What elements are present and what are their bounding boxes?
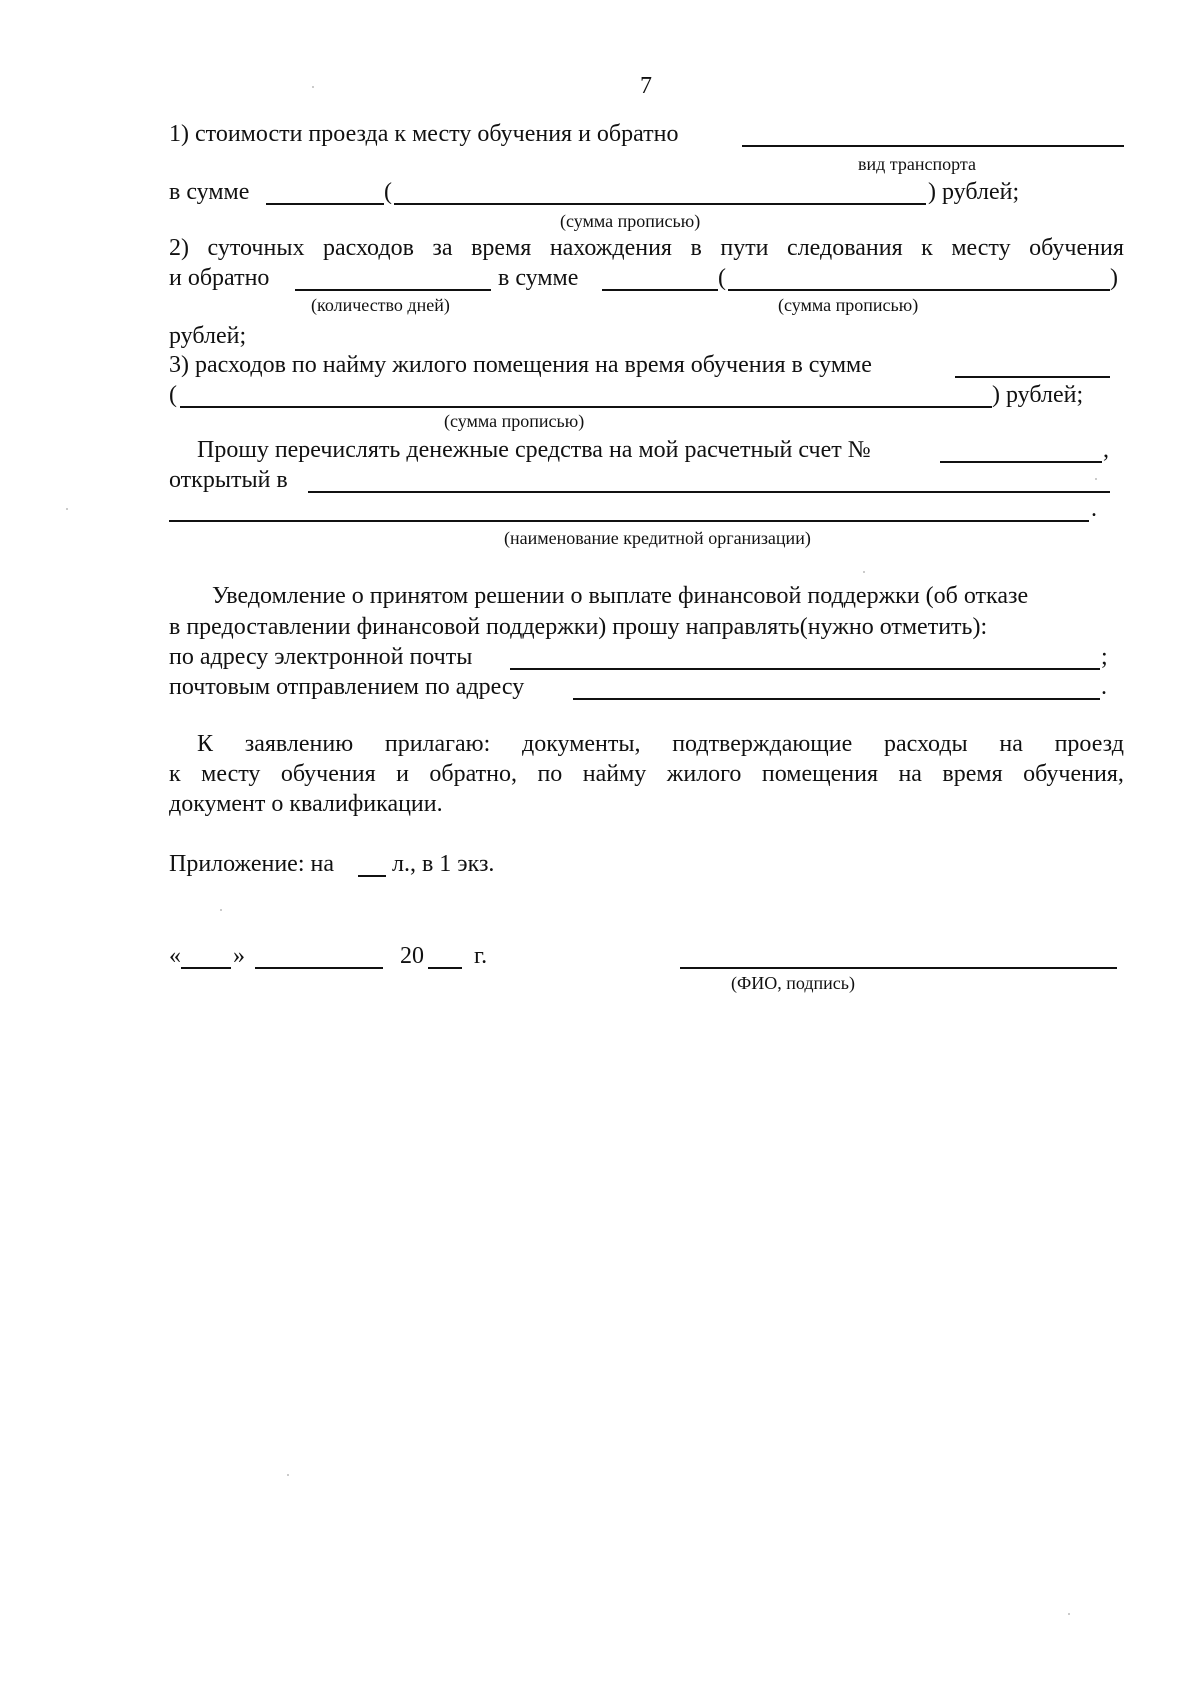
item1-rub-suffix: ) рублей; [928, 179, 1020, 205]
days-count-field[interactable] [295, 289, 491, 291]
item2-line1: 2) суточных расходов за время нахождения в пути следования к месту обучения [169, 235, 1124, 261]
month-field[interactable] [255, 967, 383, 969]
email-label: по адресу электронной почты [169, 644, 473, 670]
account-comma: , [1103, 437, 1109, 463]
attachments-line2: к месту обучения и обратно, по найму жилого помещения на время обучения, [169, 761, 1124, 787]
caption-sum-words-2: (сумма прописью) [778, 295, 919, 315]
bank-period: . [1091, 496, 1097, 522]
appendix-prefix: Приложение: на [169, 851, 334, 877]
attachments-line1: К заявлению прилагаю: документы, подтверждающие расходы на проезд [197, 731, 1124, 757]
scan-speck [863, 571, 865, 573]
item3-sum-words-field[interactable] [180, 406, 992, 408]
notice-line1: Уведомление о принятом решении о выплате финансовой поддержки (об отказе [212, 583, 1029, 609]
postal-address-field[interactable] [573, 698, 1100, 700]
bank-name-field-line2[interactable] [169, 520, 1089, 522]
scan-speck [312, 86, 314, 88]
appendix-suffix: л., в 1 экз. [392, 851, 495, 877]
year-suffix: г. [474, 943, 488, 969]
appendix-pages-field[interactable] [358, 875, 386, 877]
item3-sum-field[interactable] [955, 376, 1110, 378]
postal-label: почтовым отправлением по адресу [169, 674, 525, 700]
email-field[interactable] [510, 668, 1100, 670]
item3-text: 3) расходов по найму жилого помещения на время обучения в сумме [169, 352, 872, 378]
item1-text: 1) стоимости проезда к месту обучения и обратно [169, 121, 679, 147]
opened-in-label: открытый в [169, 467, 288, 493]
quote-open: « [169, 943, 181, 969]
email-end: ; [1101, 644, 1108, 670]
scan-speck [220, 909, 222, 911]
account-number-field[interactable] [940, 461, 1102, 463]
item1-paren-open: ( [384, 179, 392, 205]
item1-sum-words-field[interactable] [394, 203, 926, 205]
notice-line2: в предоставлении финансовой поддержки) прошу направлять(нужно отметить): [169, 614, 988, 640]
item3-paren-open: ( [169, 382, 177, 408]
item3-rub-suffix: ) рублей; [992, 382, 1084, 408]
item2-rubles: рублей; [169, 323, 247, 349]
caption-bank-name: (наименование кредитной организации) [504, 528, 811, 548]
item2-paren-close: ) [1110, 265, 1118, 291]
caption-sum-words-3: (сумма прописью) [444, 411, 585, 431]
item2-sum-label: в сумме [498, 265, 579, 291]
transport-type-field[interactable] [742, 145, 1124, 147]
bank-name-field[interactable] [308, 491, 1110, 493]
year-field[interactable] [428, 967, 462, 969]
scan-speck [287, 1474, 289, 1476]
signature-field[interactable] [680, 967, 1117, 969]
year-prefix: 20 [400, 943, 424, 969]
postal-end: . [1101, 674, 1107, 700]
scan-speck [1095, 478, 1097, 480]
quote-close: » [233, 943, 245, 969]
day-field[interactable] [181, 967, 231, 969]
caption-sum-words-1: (сумма прописью) [560, 211, 701, 231]
item2-paren-open: ( [718, 265, 726, 291]
account-request-text: Прошу перечислять денежные средства на мой расчетный счет № [197, 437, 871, 463]
item2-sum-words-field[interactable] [728, 289, 1110, 291]
item1-sum-field[interactable] [266, 203, 384, 205]
scan-speck [1068, 1613, 1070, 1615]
scan-speck [66, 508, 68, 510]
item2-sum-field[interactable] [602, 289, 718, 291]
page-number: 7 [640, 73, 652, 99]
item1-sum-label: в сумме [169, 179, 250, 205]
caption-days-count: (количество дней) [311, 295, 450, 315]
caption-transport-type: вид транспорта [858, 154, 976, 174]
caption-name-signature: (ФИО, подпись) [731, 973, 855, 993]
item2-and-back: и обратно [169, 265, 270, 291]
attachments-line3: документ о квалификации. [169, 791, 443, 817]
